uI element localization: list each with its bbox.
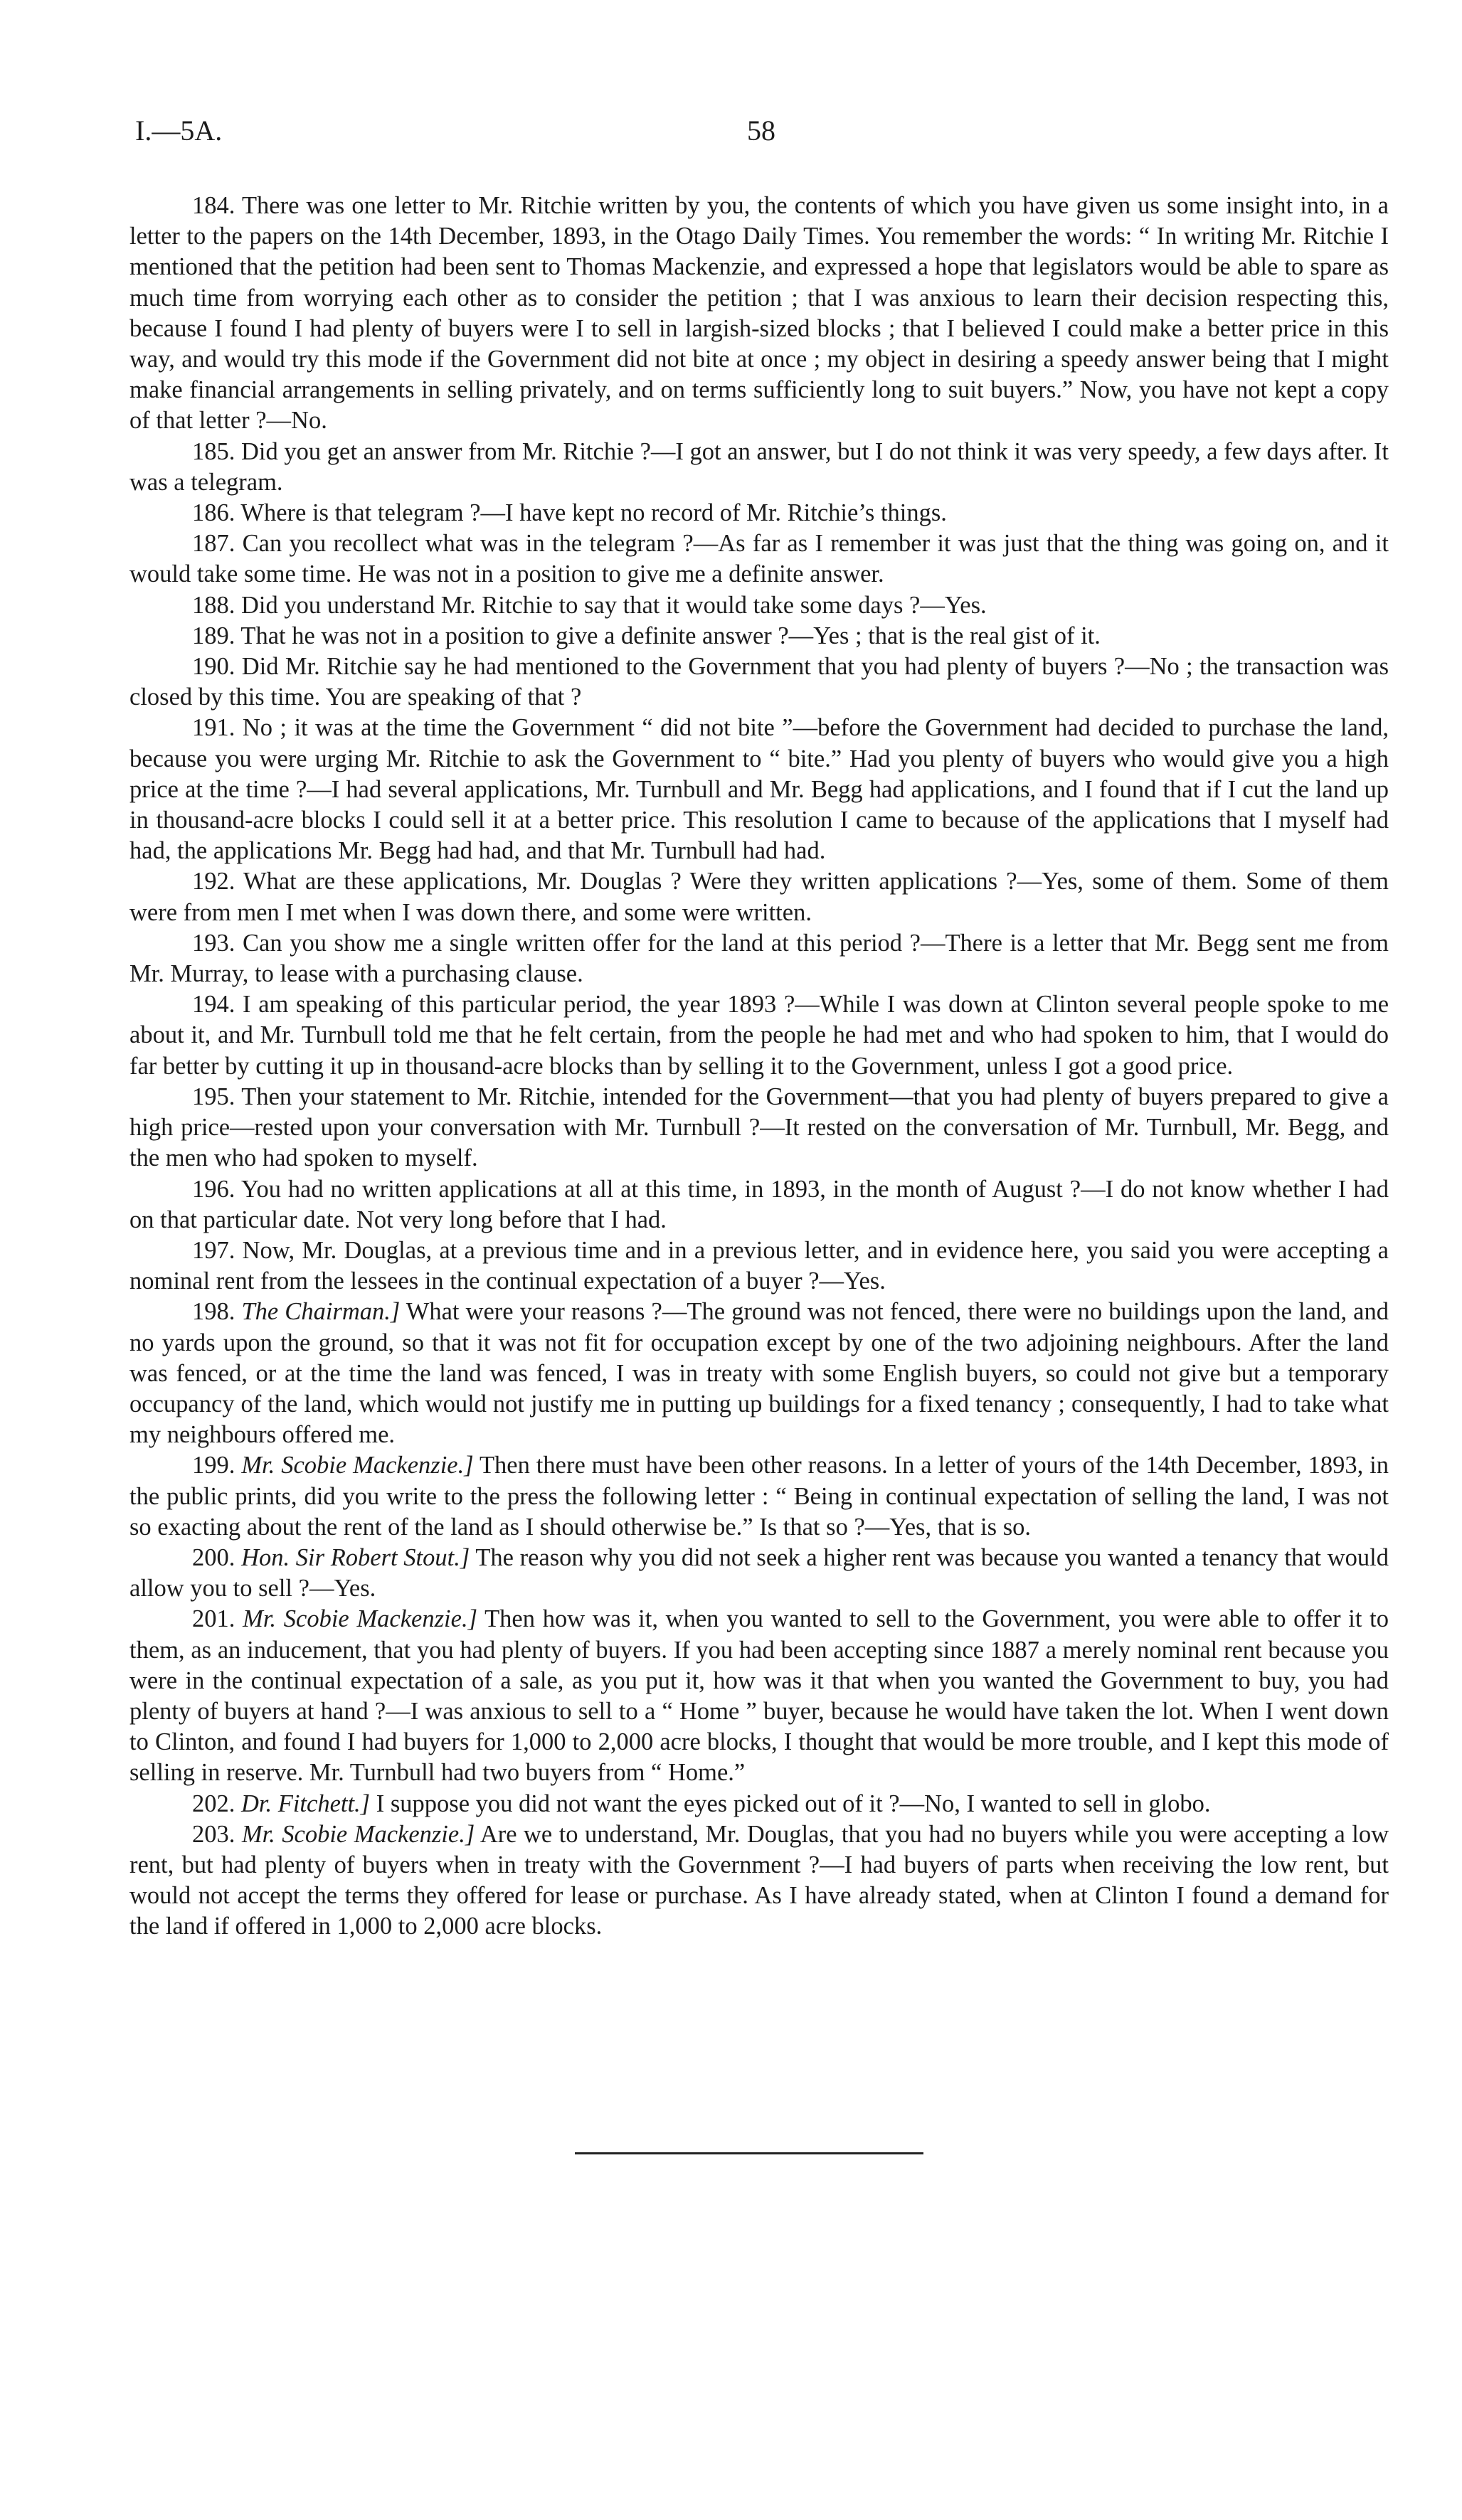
question-paragraph: [129, 1450, 1389, 1543]
question-number: 186.: [192, 499, 235, 527]
question-paragraph: [129, 989, 1389, 1082]
paragraph-text: What were your reasons ?—The ground was not fenced, there were no buildings upon the land, and no yards upon the ground, so that it was not fit for occupation except by one of the two adjoining neighbours. After the land was fenced, or at the time the land was fenced, I was in treaty with some English buyers, so could not give but a temporary occupancy of the land, which would not justify me in putting up buildings for a fixed tenancy ; consequently, I had to take what my neighbours offered me.: [129, 1298, 1389, 1449]
page-number: 58: [747, 115, 775, 147]
question-number: 202.: [192, 1790, 235, 1817]
speaker-label: Hon. Sir Robert Stout.]: [241, 1543, 470, 1571]
paragraph-text: Can you recollect what was in the telegram ?—As far as I remember it was just that the thing was going on, and it would take some time. He was not in a position to give me a definite answer.: [129, 530, 1389, 588]
page-header: [135, 114, 1387, 164]
paragraph-text: Now, Mr. Douglas, at a previous time and in a previous letter, and in evidence here, you said you were accepting a nominal rent from the lessees in the continual expectation of a buyer ?—Yes.: [129, 1236, 1389, 1295]
speaker-label: Mr. Scobie Mackenzie.]: [241, 1452, 474, 1479]
question-number: 193.: [192, 929, 235, 957]
question-paragraph: [129, 1604, 1389, 1788]
question-paragraph: [129, 590, 1389, 621]
question-paragraph: [129, 1174, 1389, 1235]
question-paragraph: [129, 498, 1389, 528]
paragraph-text: No ; it was at the time the Government “ did not bite ”—before the Government had decided to purchase the land, because you were urging Mr. Ritchie to ask the Government to “ bite.” Had you plenty of buyers who would give you a high price at the time ?—I had several applications, Mr. Turnbull and Mr. Begg had applications, and I found that if I cut the land up in thousand-acre blocks I could sell it at a better price. This resolution I came to because of the applications that I myself had had, the applications Mr. Begg had had, and that Mr. Turnbull had had.: [129, 714, 1389, 865]
question-paragraph: [129, 1082, 1389, 1174]
paragraph-text: I suppose you did not want the eyes picked out of it ?—No, I wanted to sell in globo.: [376, 1790, 1211, 1817]
question-number: 185.: [192, 437, 235, 465]
question-paragraph: [129, 1789, 1389, 1819]
question-number: 197.: [192, 1236, 235, 1264]
question-paragraph: [129, 866, 1389, 927]
question-number: 189.: [192, 622, 235, 649]
question-number: 192.: [192, 868, 235, 895]
paragraph-text: Then there must have been other reasons. In a letter of yours of the 14th December, 1893, in the public prints, did you write to the press the following letter : “ Being in continual expectation of selling the land, I was not so exacting about the rent of the land as I should otherwise be.” Is that so ?—Yes, that is so.: [129, 1452, 1389, 1541]
question-number: 196.: [192, 1175, 235, 1203]
question-paragraph: [129, 528, 1389, 590]
question-paragraph: [129, 1297, 1389, 1450]
paragraph-text: Then your statement to Mr. Ritchie, intended for the Government—that you had plenty of buyers prepared to give a high price—rested upon your conversation with Mr. Turnbull ?—It rested on the conversation of Mr. Turnbull, Mr. Begg, and the men who had spoken to myself.: [129, 1083, 1389, 1172]
paragraph-text: I am speaking of this particular period, the year 1893 ?—While I was down at Clinton several people spoke to me about it, and Mr. Turnbull told me that he felt certain, from the people he had met and who had spoken to him, that I would do far better by cutting it up in thousand-acre blocks than by selling it to the Government, unless I got a good price.: [129, 991, 1389, 1080]
question-paragraph: [129, 191, 1389, 437]
speaker-label: Mr. Scobie Mackenzie.]: [241, 1820, 475, 1848]
paragraph-text: The reason why you did not seek a higher rent was because you wanted a tenancy that would allow you to sell ?—Yes.: [129, 1543, 1389, 1602]
question-number: 200.: [192, 1543, 235, 1571]
question-number: 199.: [192, 1452, 235, 1479]
paragraph-text: There was one letter to Mr. Ritchie written by you, the contents of which you have given us some insight into, in a letter to the papers on the 14th December, 1893, in the Otago Daily Times. You remember the words: “ In writing Mr. Ritchie I mentioned that the petition had been sent to Thomas Mackenzie, and expressed a hope that legislators would be able to spare as much time from worrying each other as to consider the petition ; that I was anxious to learn their decision respecting this, because I found I had plenty of buyers were I to sell in largish-sized blocks ; that I believed I could make a better price in this way, and would try this mode if the Government did not bite at once ; my object in desiring a speedy answer being that I might make financial arrangements in selling privately, and on terms sufficiently long to suit buyers.” Now, you have not kept a copy of that letter ?—No.: [129, 192, 1389, 435]
question-number: 184.: [192, 192, 235, 219]
question-number: 191.: [192, 714, 235, 742]
paragraph-text: Did you understand Mr. Ritchie to say that it would take some days ?—Yes.: [241, 591, 987, 619]
question-number: 195.: [192, 1083, 235, 1110]
question-paragraph: [129, 437, 1389, 498]
question-paragraph: [129, 1543, 1389, 1604]
question-paragraph: [129, 713, 1389, 866]
document-reference: I.—5A.: [135, 115, 223, 147]
evidence-transcript: [129, 191, 1389, 1942]
question-paragraph: [129, 1235, 1389, 1297]
question-paragraph: [129, 652, 1389, 713]
paragraph-text: You had no written applications at all at this time, in 1893, in the month of August ?—I do not know whether I had on that particular date. Not very long before that I had.: [129, 1175, 1389, 1233]
speaker-label: Mr. Scobie Mackenzie.]: [243, 1605, 477, 1633]
question-number: 201.: [192, 1605, 235, 1633]
paragraph-text: Are we to understand, Mr. Douglas, that you had no buyers while you were accepting a low rent, but had plenty of buyers when in treaty with the Government ?—I had buyers of parts when receiving the low rent, but would not accept the terms they offered for lease or purchase. As I have already stated, when at Clinton I found a demand for the land if offered in 1,000 to 2,000 acre blocks.: [129, 1820, 1389, 1940]
paragraph-text: Did Mr. Ritchie say he had mentioned to the Government that you had plenty of buyers ?—No ; the transaction was closed by this time. You are speaking of that ?: [129, 653, 1389, 711]
paragraph-text: That he was not in a position to give a definite answer ?—Yes ; that is the real gist of it.: [240, 622, 1101, 649]
question-paragraph: [129, 621, 1389, 652]
question-number: 194.: [192, 991, 235, 1019]
paragraph-text: What are these applications, Mr. Douglas ? Were they written applications ?—Yes, some of them. Some of them were from men I met when I was down there, and some were written.: [129, 868, 1389, 926]
question-paragraph: [129, 1819, 1389, 1942]
question-number: 203.: [192, 1820, 235, 1848]
speaker-label: The Chairman.]: [241, 1298, 401, 1326]
section-end-rule: [575, 2152, 923, 2154]
paragraph-text: Then how was it, when you wanted to sell to the Government, you were able to offer it to them, as an inducement, that you had plenty of buyers. If you had been accepting since 1887 a merely nominal rent because you were in the continual expectation of a sale, as you put it, how was it that when you wanted the Government to buy, you had plenty of buyers at hand ?—I was anxious to sell to a “ Home ” buyer, because he would have taken the lot. When I went down to Clinton, and found I had buyers for 1,000 to 2,000 acre blocks, I thought that would be more trouble, and I kept this mode of selling in reserve. Mr. Turnbull had two buyers from “ Home.”: [129, 1605, 1389, 1787]
question-number: 188.: [192, 591, 235, 619]
question-number: 198.: [192, 1298, 235, 1326]
paragraph-text: Where is that telegram ?—I have kept no record of Mr. Ritchie’s things.: [240, 499, 947, 527]
speaker-label: Dr. Fitchett.]: [241, 1790, 371, 1817]
paragraph-text: Can you show me a single written offer for the land at this period ?—There is a letter that Mr. Begg sent me from Mr. Murray, to lease with a purchasing clause.: [129, 929, 1389, 988]
paragraph-text: Did you get an answer from Mr. Ritchie ?—I got an answer, but I do not think it was very speedy, a few days after. It was a telegram.: [129, 437, 1389, 496]
question-number: 190.: [192, 653, 235, 681]
question-paragraph: [129, 928, 1389, 989]
question-number: 187.: [192, 530, 235, 558]
